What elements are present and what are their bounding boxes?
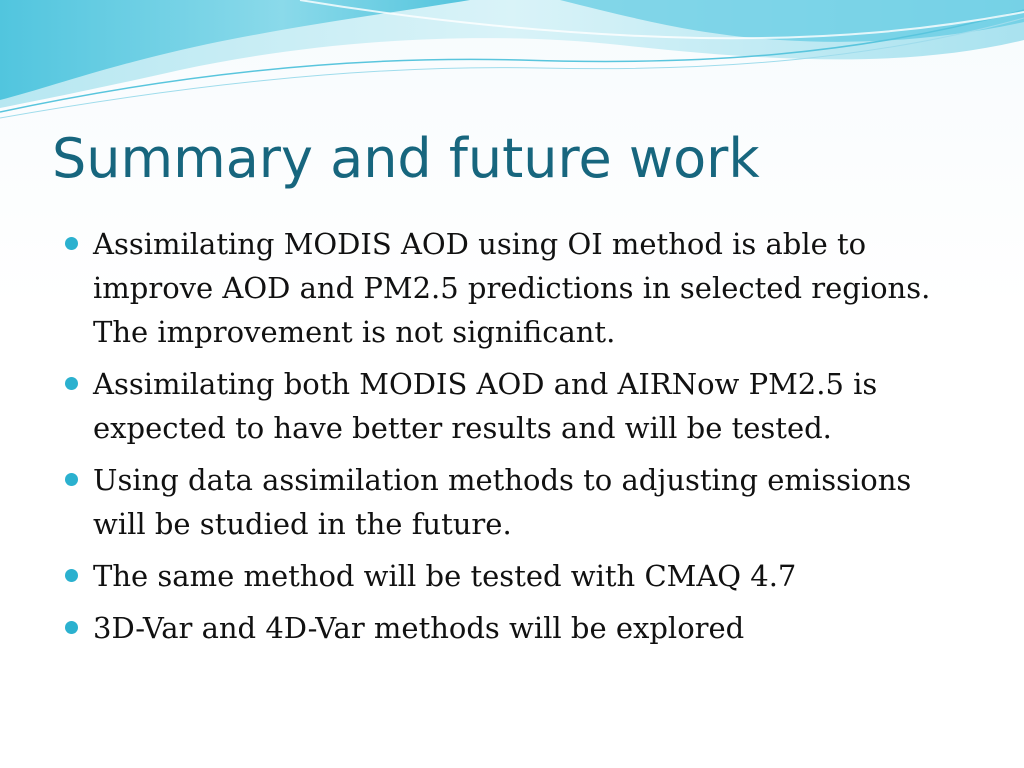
bullet-dot-icon xyxy=(65,473,78,486)
bullet-list xyxy=(62,222,972,658)
bullet-item xyxy=(62,606,972,650)
wave-decoration xyxy=(0,0,1024,130)
bullet-dot-icon xyxy=(65,237,78,250)
bullet-text: Using data assimilation methods to adjusting emissions will be studied in the future. xyxy=(93,463,912,541)
bullet-text: 3D-Var and 4D-Var methods will be explored xyxy=(93,611,745,645)
bullet-text: Assimilating MODIS AOD using OI method is able to improve AOD and PM2.5 predictions in selected regions. The improvement is not significant. xyxy=(93,227,931,349)
bullet-item xyxy=(62,362,972,450)
bullet-item xyxy=(62,458,972,546)
bullet-item xyxy=(62,554,972,598)
bullet-text: Assimilating both MODIS AOD and AIRNow PM2.5 is expected to have better results and will be tested. xyxy=(93,367,878,445)
bullet-item xyxy=(62,222,972,354)
bullet-dot-icon xyxy=(65,621,78,634)
bullet-text: The same method will be tested with CMAQ 4.7 xyxy=(93,559,797,593)
slide-title: Summary and future work xyxy=(52,127,760,190)
bullet-dot-icon xyxy=(65,569,78,582)
bullet-dot-icon xyxy=(65,377,78,390)
